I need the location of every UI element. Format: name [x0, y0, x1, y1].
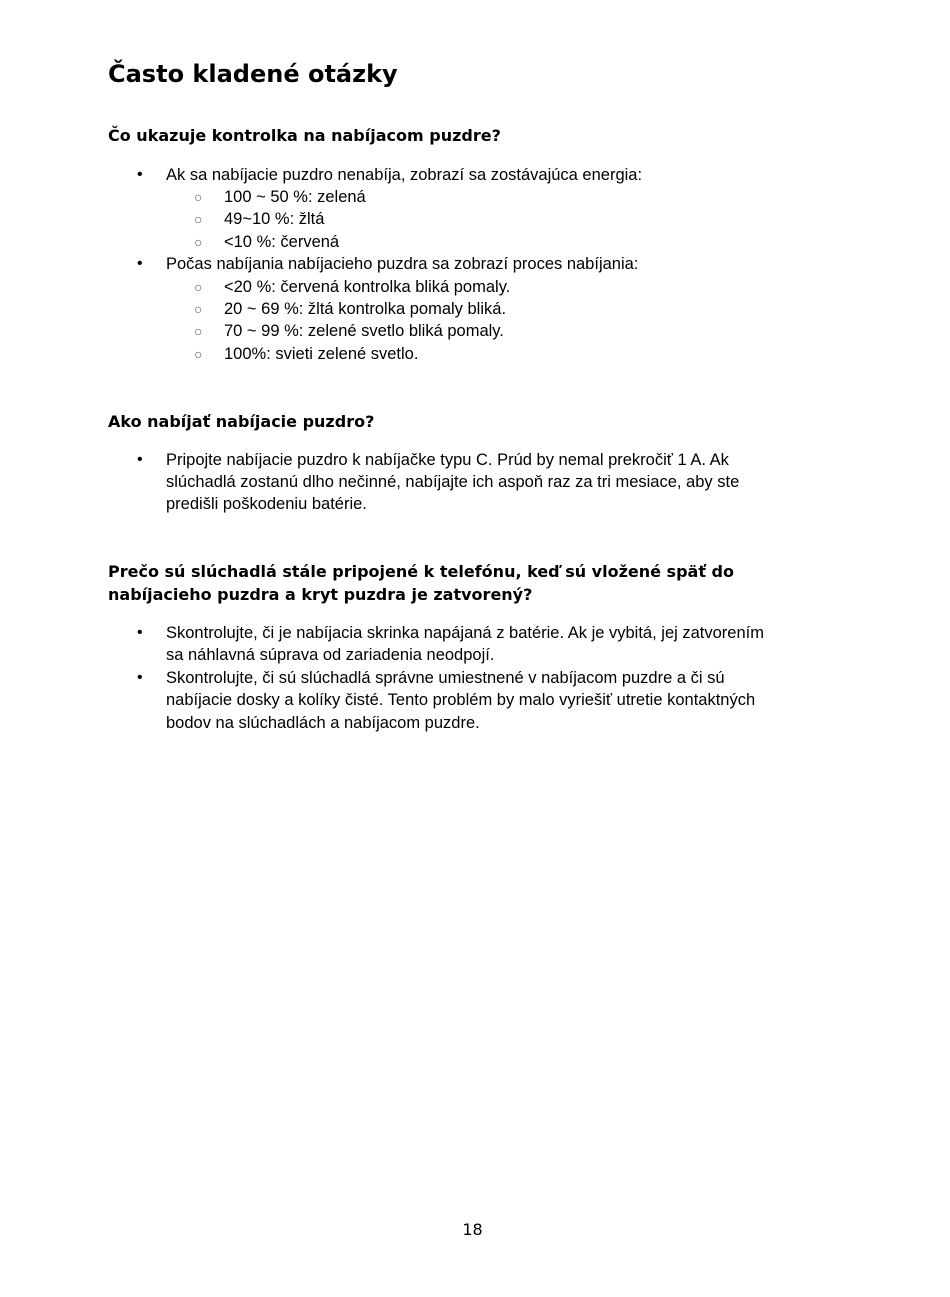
sub-list-item-text: <10 %: červená — [224, 232, 340, 251]
sub-list-item — [166, 276, 843, 298]
bullet-list — [108, 164, 843, 366]
list-item — [108, 253, 843, 365]
sub-list-item — [166, 320, 843, 342]
sub-list-item-text: 100 ~ 50 %: zelená — [224, 187, 366, 206]
section-heading: Čo ukazuje kontrolka na nabíjacom puzdre? — [108, 126, 501, 145]
list-item-line: predišli poškodeniu batérie. — [166, 495, 367, 514]
list-item — [108, 667, 843, 734]
circle-bullet-icon: ○ — [194, 300, 203, 317]
sub-list-item-text: 70 ~ 99 %: zelené svetlo bliká pomaly. — [224, 322, 504, 341]
sub-list-item-text: 49~10 %: žltá — [224, 210, 325, 229]
bullet-list — [108, 622, 843, 734]
sub-list-item — [166, 298, 843, 320]
sub-list-item — [166, 231, 843, 253]
circle-bullet-icon: ○ — [194, 323, 203, 340]
sub-list-item-text: 100%: svieti zelené svetlo. — [224, 344, 419, 363]
list-item — [108, 622, 843, 667]
list-item-line: Pripojte nabíjacie puzdro k nabíjačke typu C. Prúd by nemal prekročiť 1 A. Ak — [166, 450, 729, 469]
section-heading-line: Prečo sú slúchadlá stále pripojené k telefónu, keď sú vložené späť do — [108, 562, 734, 581]
section-heading: Ako nabíjať nabíjacie puzdro? — [108, 412, 375, 431]
section-heading — [108, 561, 843, 606]
faq-section-how-to-charge — [108, 411, 843, 516]
section-heading-line: nabíjacieho puzdra a kryt puzdra je zatvorený? — [108, 584, 533, 604]
list-item-line: sa náhlavná súprava od zariadenia neodpojí. — [166, 646, 495, 665]
faq-section-charging-indicator — [108, 125, 843, 365]
list-item-line: Skontrolujte, či je nabíjacia skrinka napájaná z batérie. Ak je vybitá, jej zatvorením — [166, 624, 764, 642]
bullet-icon: • — [137, 255, 143, 273]
sub-list-item — [166, 186, 843, 208]
circle-bullet-icon: ○ — [194, 233, 203, 250]
list-item — [108, 164, 843, 254]
list-item — [108, 449, 843, 516]
bullet-icon: • — [137, 165, 143, 183]
sub-list-item — [166, 343, 843, 365]
list-item-text: Ak sa nabíjacie puzdro nenabíja, zobrazí sa zostávajúca energia: — [166, 165, 643, 184]
list-item-line: slúchadlá zostanú dlho nečinné, nabíjajte ich aspoň raz za tri mesiace, aby ste — [166, 472, 740, 491]
bullet-icon: • — [137, 450, 143, 468]
sub-list — [166, 276, 843, 366]
list-item-line: nabíjacie dosky a kolíky čisté. Tento problém by malo vyriešiť utretie kontaktných — [166, 691, 756, 710]
page-title: Často kladené otázky — [108, 60, 398, 88]
circle-bullet-icon: ○ — [194, 211, 203, 228]
faq-section-still-connected — [108, 561, 843, 734]
page-number: 18 — [462, 1220, 483, 1239]
bullet-icon: • — [137, 624, 143, 641]
list-item-text: Počas nabíjania nabíjacieho puzdra sa zobrazí proces nabíjania: — [166, 255, 639, 274]
circle-bullet-icon: ○ — [194, 278, 203, 295]
sub-list-item-text: 20 ~ 69 %: žltá kontrolka pomaly bliká. — [224, 299, 507, 318]
bullet-icon: • — [137, 668, 143, 686]
bullet-list — [108, 449, 843, 516]
sub-list-item-text: <20 %: červená kontrolka bliká pomaly. — [224, 277, 511, 296]
list-item-line: bodov na slúchadlách a nabíjacom puzdre. — [166, 713, 480, 732]
circle-bullet-icon: ○ — [194, 345, 203, 362]
sub-list — [166, 186, 843, 253]
sub-list-item — [166, 208, 843, 230]
list-item-line: Skontrolujte, či sú slúchadlá správne umiestnené v nabíjacom puzdre a či sú — [166, 668, 725, 687]
circle-bullet-icon: ○ — [194, 188, 203, 205]
